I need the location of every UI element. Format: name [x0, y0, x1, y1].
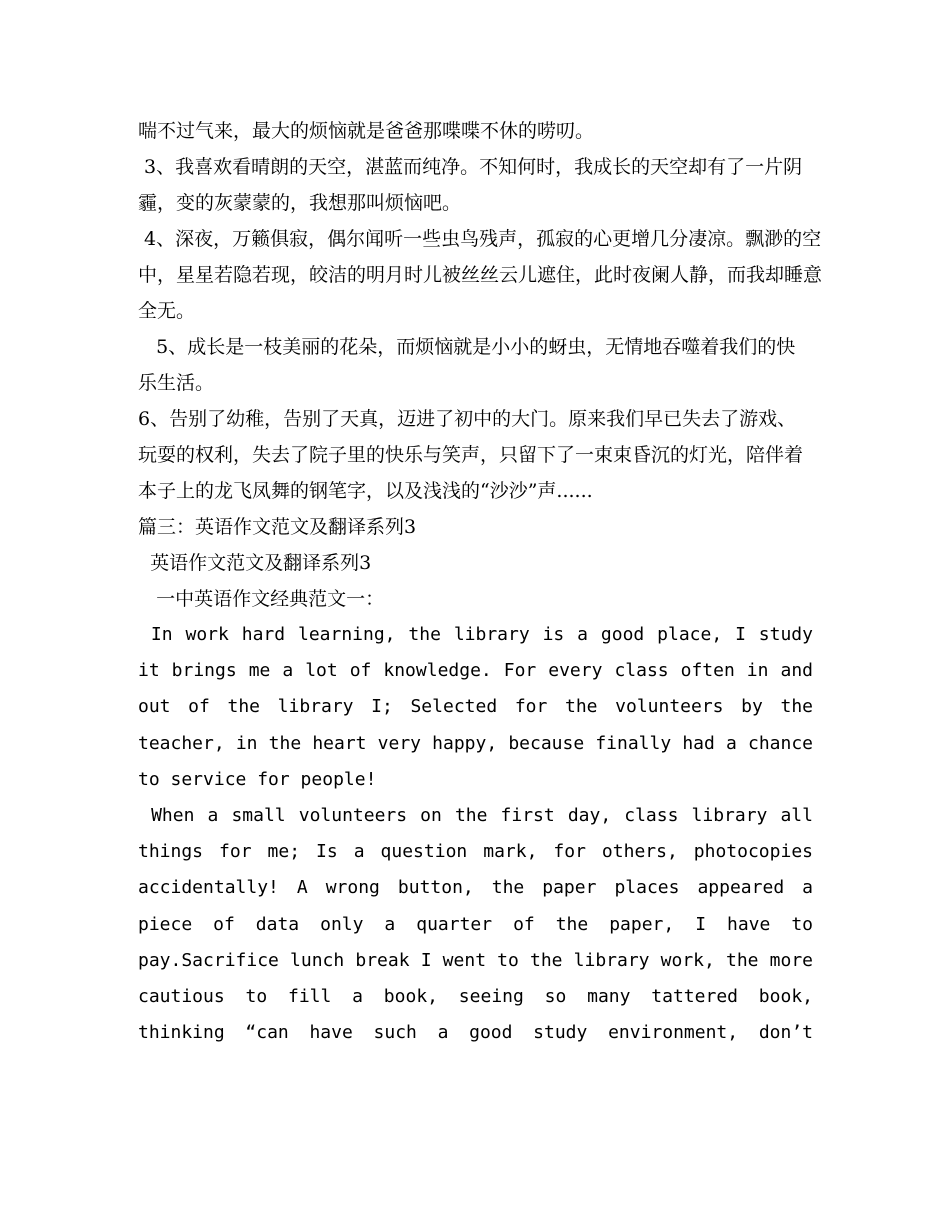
- paragraph-item-4: 4、深夜，万籁俱寂，偶尔闻听一些虫鸟残声，孤寂的心更增几分凄凉。飘渺的空中，星星若隐若现，皎洁的明月时儿被丝丝云儿遮住，此时夜阑人静，而我却睡意全无。: [138, 228, 823, 322]
- section-subtitle: 英语作文范文及翻译系列3: [138, 552, 372, 574]
- document-body: [138, 113, 824, 1051]
- paragraph-item-3: 3、我喜欢看晴朗的天空，湛蓝而纯净。不知何时，我成长的天空却有了一片阴霾，变的灰蒙蒙的，我想那叫烦恼吧。: [138, 156, 803, 214]
- essay-paragraph-1: In work hard learning, the library is a good place, I study it brings me a lot of knowledge. For every class often in and out of the library I; Selected for the volunteers by the teacher, in the heart very happy, because finally had a chance to service for people!: [138, 624, 824, 790]
- essay-paragraph-2: When a small volunteers on the first day, class library all things for me; Is a question mark, for others, photocopies accidentally! A wrong button, the paper places appeared a piece of data only a quarter of the paper, I have to pay.Sacrifice lunch break I went to the library work, the more cautious to fill a book, seeing so many tattered book, thinking “can have such a good study environment, don’t: [138, 805, 824, 1044]
- paragraph-item-5: 5、成长是一枝美丽的花朵，而烦恼就是小小的蚜虫，无情地吞噬着我们的快乐生活。: [138, 336, 796, 394]
- section-heading: 篇三：英语作文范文及翻译系列3: [138, 516, 417, 538]
- paragraph-item-6: 6、告别了幼稚，告别了天真，迈进了初中的大门。原来我们早已失去了游戏、玩耍的权利，失去了院子里的快乐与笑声，只留下了一束束昏沉的灯光，陪伴着本子上的龙飞凤舞的钢笔字，以及浅浅的“沙沙”声......: [138, 408, 804, 502]
- paragraph-continuation: 喘不过气来，最大的烦恼就是爸爸那喋喋不休的唠叨。: [138, 120, 595, 142]
- essay-title: 一中英语作文经典范文一：: [138, 588, 385, 610]
